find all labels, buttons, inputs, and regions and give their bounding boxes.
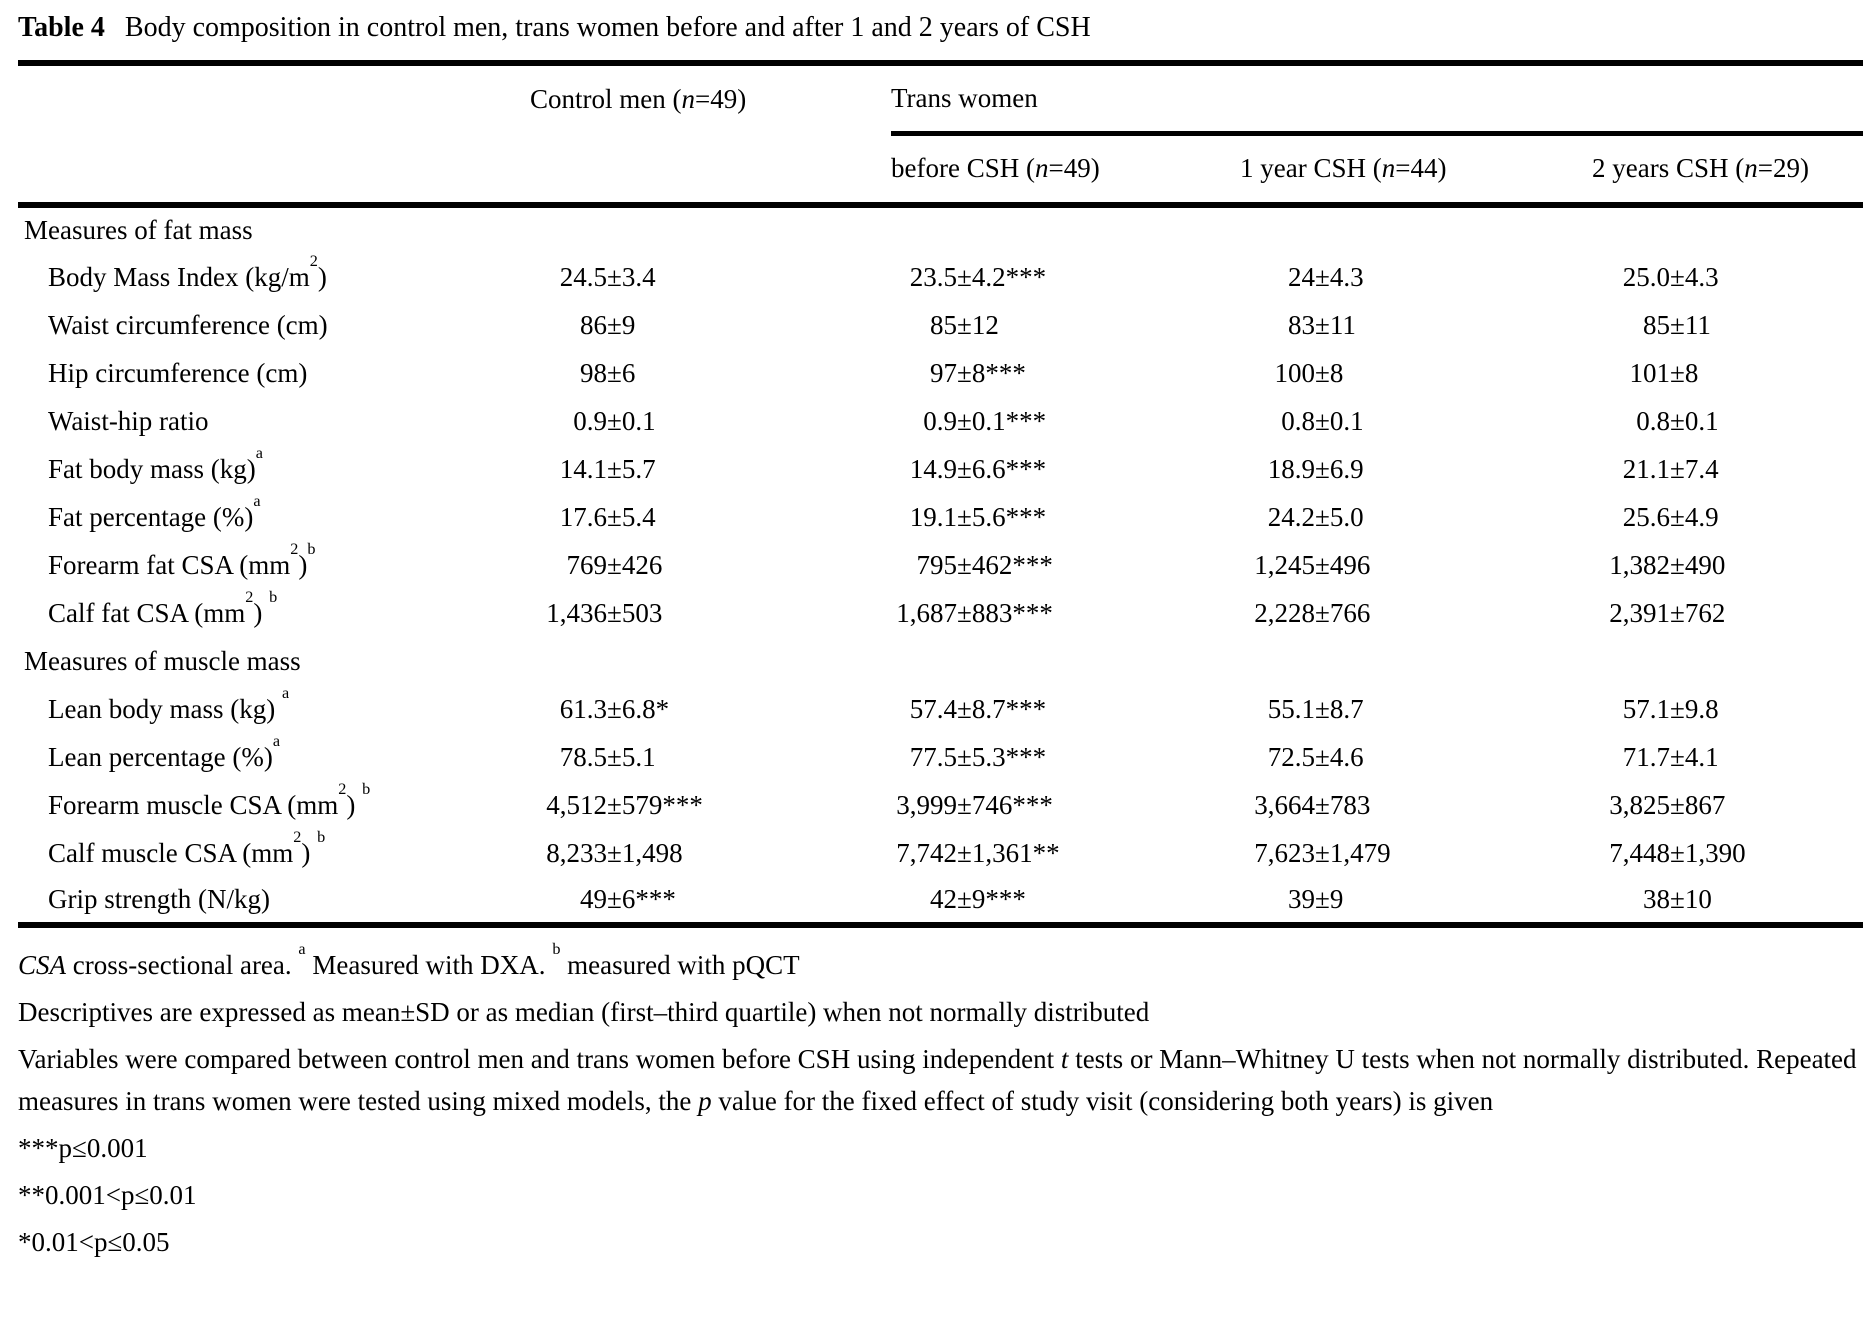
value-cell: 3,664±783 bbox=[1254, 789, 1371, 820]
value-cell: 0.9±0.1*** bbox=[923, 405, 1047, 436]
empty-header-cell bbox=[530, 133, 891, 205]
row-label: Body Mass Index $(kg/m^2)$ bbox=[48, 251, 327, 292]
table-row bbox=[18, 493, 1863, 541]
value-cell: 24.2±5.0 bbox=[1267, 501, 1364, 532]
table-caption-text: Body composition in control men, trans women before and after 1 and 2 years of CSH bbox=[124, 12, 1091, 43]
value-cell: 24.5±3.4 bbox=[559, 261, 656, 292]
row-label: Forearm fat CSA $(mm^2)^b$ bbox=[48, 539, 316, 580]
value-cell: 3,999±746*** bbox=[896, 789, 1053, 820]
row-label: Lean percentage (%)$^a$ bbox=[48, 731, 281, 772]
table-row bbox=[18, 397, 1863, 445]
row-label: Forearm muscle CSA $(mm^2)$ $^b$ bbox=[48, 779, 371, 820]
table-caption bbox=[18, 12, 1865, 60]
value-cell: 83±11 bbox=[1288, 309, 1356, 340]
value-cell: 101±8 bbox=[1629, 357, 1699, 388]
table-row bbox=[18, 733, 1863, 781]
value-cell: 795±462*** bbox=[916, 549, 1053, 580]
table-caption-label: Table 4 bbox=[18, 12, 105, 43]
value-cell: 49±6*** bbox=[580, 884, 676, 914]
value-cell: 0.8±0.1 bbox=[1281, 405, 1364, 436]
value-cell: 72.5±4.6 bbox=[1267, 741, 1364, 772]
value-cell: 17.6±5.4 bbox=[559, 501, 656, 532]
value-cell: 0.9±0.1 bbox=[573, 405, 656, 436]
empty-header-cell bbox=[18, 63, 530, 133]
value-cell: 7,448±1,390 bbox=[1609, 837, 1746, 868]
value-cell: 1,245±496 bbox=[1254, 549, 1371, 580]
table-row bbox=[18, 541, 1863, 589]
value-cell: 2,228±766 bbox=[1254, 597, 1371, 628]
footnote: Descriptives are expressed as mean±SD or as median (first–third quartile) when not normally distributed bbox=[18, 997, 1150, 1027]
value-cell: 55.1±8.7 bbox=[1267, 693, 1364, 724]
section-label: Measures of muscle mass bbox=[24, 645, 301, 676]
table-row bbox=[18, 301, 1863, 349]
value-cell: 25.0±4.3 bbox=[1622, 261, 1719, 292]
value-cell: 2,391±762 bbox=[1609, 597, 1726, 628]
value-cell: 61.3±6.8* bbox=[559, 693, 670, 724]
value-cell: 71.7±4.1 bbox=[1622, 741, 1719, 772]
value-cell: 4,512±579*** bbox=[546, 789, 703, 820]
value-cell: 97±8*** bbox=[930, 357, 1026, 388]
value-cell: 38±10 bbox=[1643, 884, 1712, 914]
value-cell: 7,742±1,361** bbox=[896, 837, 1060, 868]
table-row bbox=[18, 349, 1863, 397]
value-cell: 78.5±5.1 bbox=[559, 741, 656, 772]
row-label: Hip circumference (cm) bbox=[48, 357, 308, 388]
value-cell: 21.1±7.4 bbox=[1622, 453, 1719, 484]
row-label: Waist-hip ratio bbox=[48, 405, 209, 436]
value-cell: 1,382±490 bbox=[1609, 549, 1726, 580]
value-cell: 86±9 bbox=[580, 309, 636, 340]
table-row bbox=[18, 253, 1863, 301]
column-header-control-men: Control men (n=49) bbox=[530, 84, 747, 114]
row-label: Calf fat CSA $(mm^2)$ $^b$ bbox=[48, 587, 278, 628]
value-cell: 77.5±5.3*** bbox=[909, 741, 1047, 772]
value-cell: 0.8±0.1 bbox=[1636, 405, 1719, 436]
table-row bbox=[18, 829, 1863, 877]
footnote: **0.001<p≤0.01 bbox=[18, 1180, 197, 1210]
row-label: Waist circumference (cm) bbox=[48, 309, 328, 340]
row-label: Fat body mass (kg)$^a$ bbox=[48, 443, 263, 484]
footnote: ***p≤0.001 bbox=[18, 1133, 148, 1163]
value-cell: 19.1±5.6*** bbox=[909, 501, 1047, 532]
row-label: Fat percentage (%)$^a$ bbox=[48, 491, 261, 532]
table-header bbox=[18, 63, 1863, 205]
column-header-1-year-csh: 1 year CSH (n=44) bbox=[1240, 133, 1592, 205]
value-cell: 39±9 bbox=[1288, 884, 1344, 914]
value-cell: 57.4±8.7*** bbox=[909, 693, 1047, 724]
value-cell: 769±426 bbox=[566, 549, 663, 580]
table-row bbox=[18, 445, 1863, 493]
table-body bbox=[18, 205, 1863, 925]
value-cell: 7,623±1,479 bbox=[1254, 837, 1391, 868]
value-cell: 25.6±4.9 bbox=[1622, 501, 1719, 532]
table-row bbox=[18, 685, 1863, 733]
value-cell: 24±4.3 bbox=[1288, 261, 1364, 292]
value-cell: 98±6 bbox=[580, 357, 636, 388]
value-cell: 23.5±4.2*** bbox=[909, 261, 1047, 292]
column-group-header-trans-women: Trans women bbox=[891, 63, 1863, 133]
row-label: Calf muscle CSA $(mm^2)$ $^b$ bbox=[48, 827, 326, 868]
value-cell: 18.9±6.9 bbox=[1267, 453, 1364, 484]
table-row bbox=[18, 589, 1863, 637]
row-label: Lean body mass (kg) $^a$ bbox=[48, 683, 290, 724]
value-cell: 14.1±5.7 bbox=[559, 453, 656, 484]
value-cell: 14.9±6.6*** bbox=[909, 453, 1047, 484]
value-cell: 85±12 bbox=[930, 309, 999, 340]
value-cell: 1,687±883*** bbox=[896, 597, 1053, 628]
value-cell: 100±8 bbox=[1274, 357, 1344, 388]
value-cell: 8,233±1,498 bbox=[546, 837, 683, 868]
row-label: Grip strength (N/kg) bbox=[48, 884, 270, 914]
value-cell: 85±11 bbox=[1643, 309, 1711, 340]
value-cell: 3,825±867 bbox=[1609, 789, 1726, 820]
footnote: CSA cross-sectional area. $^a$ Measured with DXA. $^b$ measured with pQCT bbox=[18, 940, 800, 980]
value-cell: 1,436±503 bbox=[546, 597, 663, 628]
section-label: Measures of fat mass bbox=[24, 215, 253, 245]
column-header-2-years-csh: 2 years CSH (n=29) bbox=[1592, 133, 1863, 205]
footnotes bbox=[18, 940, 1863, 1263]
column-header-before-csh: before CSH (n=49) bbox=[891, 133, 1240, 205]
table-row bbox=[18, 877, 1863, 925]
footnote: Variables were compared between control men and trans women before CSH using independent t tests or Mann–Whitney U tests when not normally distributed. Repeated measures in trans women were tested using mixed models, the p value for the fixed effect of study visit (considering both years) is given bbox=[18, 1044, 1857, 1116]
empty-header-cell bbox=[18, 133, 530, 205]
table-row bbox=[18, 781, 1863, 829]
body-composition-table bbox=[18, 60, 1863, 928]
footnote: *0.01<p≤0.05 bbox=[18, 1227, 170, 1257]
value-cell: 42±9*** bbox=[930, 884, 1026, 914]
value-cell: 57.1±9.8 bbox=[1622, 693, 1719, 724]
